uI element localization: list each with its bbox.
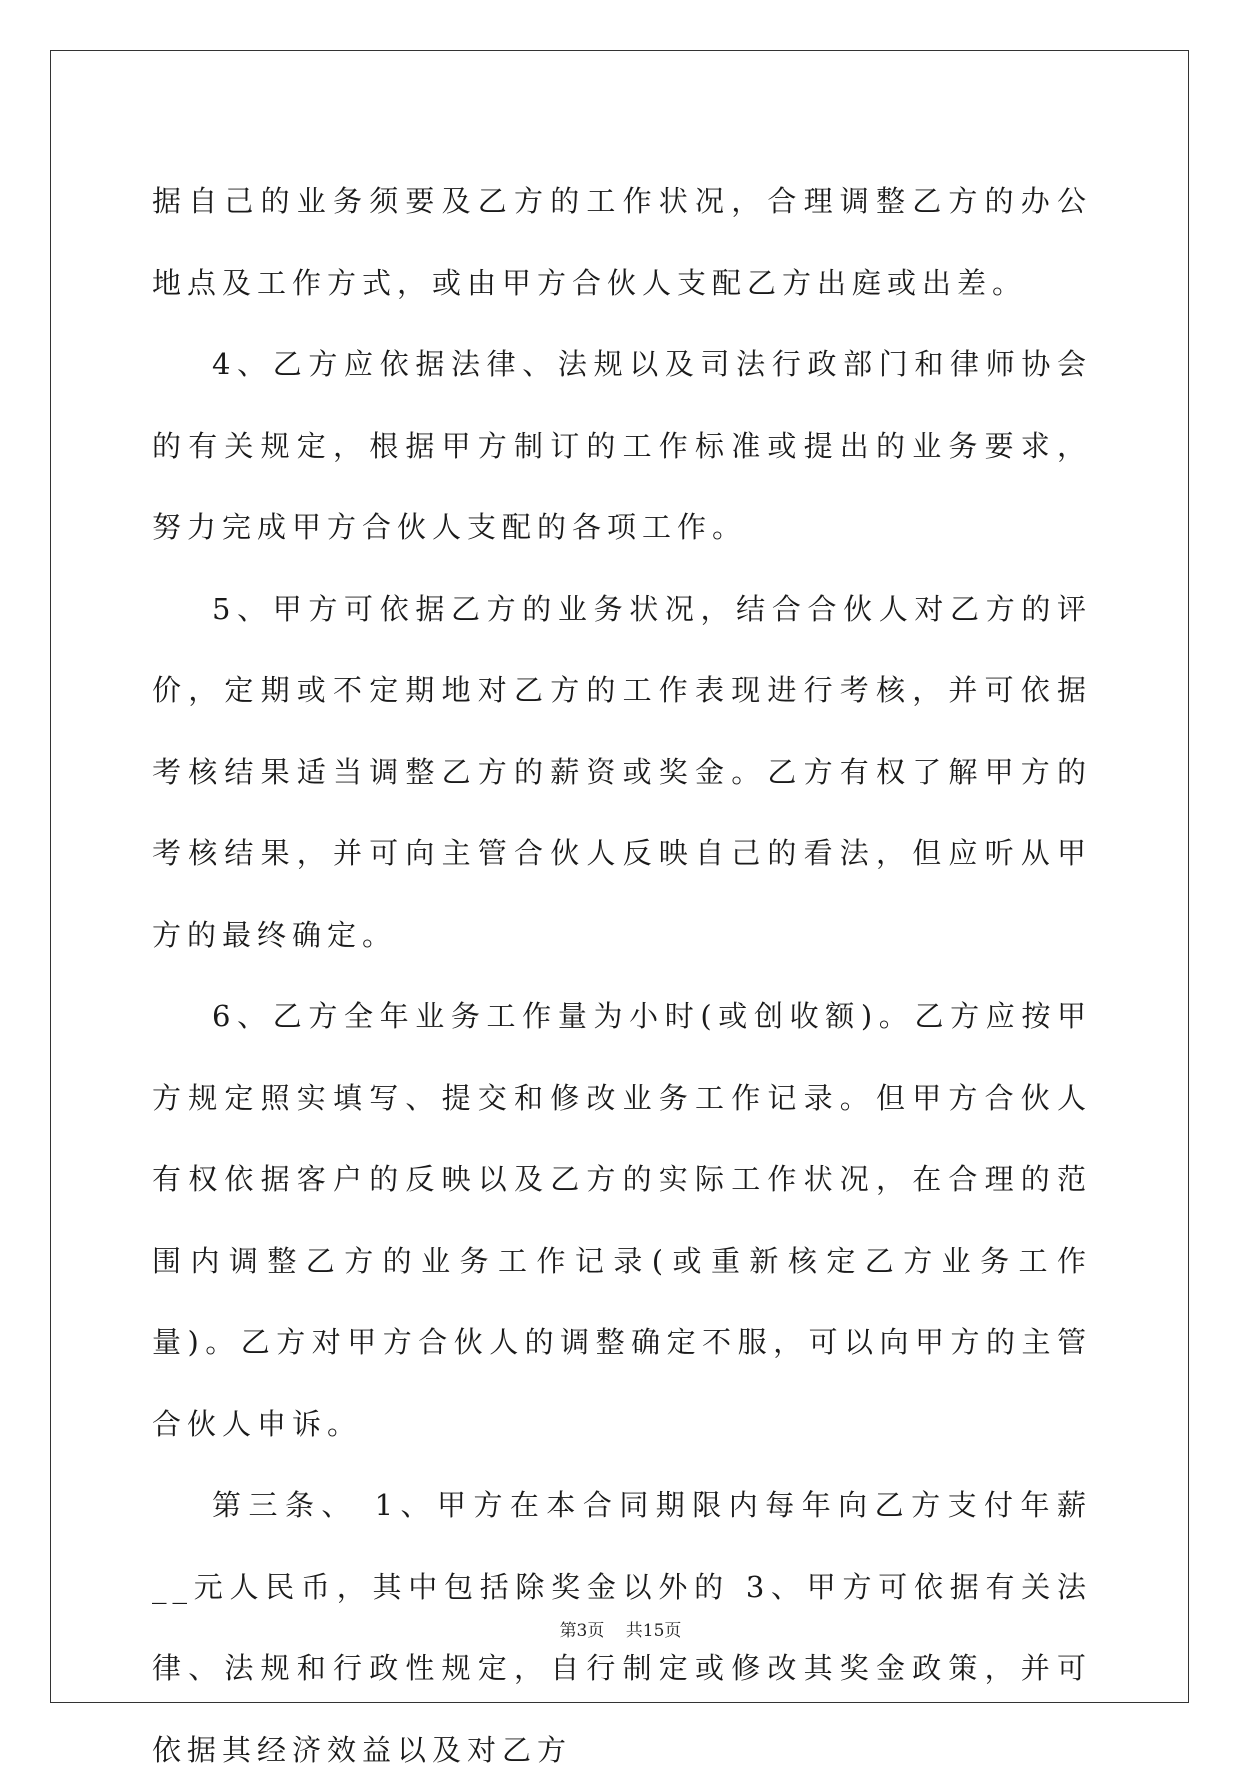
paragraph-4: 6、乙方全年业务工作量为小时(或创收额)。乙方应按甲方规定照实填写、提交和修改业务工作记录。但甲方合伙人有权依据客户的反映以及乙方的实际工作状况，在合理的范围内调整乙方的业务工作记录(或重新核定乙方业务工作量)。乙方对甲方合伙人的调整确定不服，可以向甲方的主管合伙人申诉。 [152, 999, 1092, 1441]
page-number: 第3页 [559, 1621, 605, 1641]
page-total: 共15页 [625, 1621, 682, 1641]
paragraph-3: 5、甲方可依据乙方的业务状况，结合合伙人对乙方的评价，定期或不定期地对乙方的工作表现进行考核，并可依据考核结果适当调整乙方的薪资或奖金。乙方有权了解甲方的考核结果，并可向主管合伙人反映自己的看法，但应听从甲方的最终确定。 [152, 591, 1092, 952]
paragraph-5: 第三条、 1、甲方在本合同期限内每年向乙方支付年薪__元人民币，其中包括除奖金以外的 3、甲方可依据有关法律、法规和行政性规定，自行制定或修改其奖金政策，并可依据其经济效益以及对乙方 [152, 1488, 1092, 1767]
paragraph-1: 据自己的业务须要及乙方的工作状况，合理调整乙方的办公地点及工作方式，或由甲方合伙人支配乙方出庭或出差。 [152, 184, 1092, 300]
page-footer [0, 1616, 1241, 1641]
document-body [152, 161, 1092, 1791]
paragraph-2: 4、乙方应依据法律、法规以及司法行政部门和律师协会的有关规定，根据甲方制订的工作标准或提出的业务要求，努力完成甲方合伙人支配的各项工作。 [152, 347, 1092, 544]
